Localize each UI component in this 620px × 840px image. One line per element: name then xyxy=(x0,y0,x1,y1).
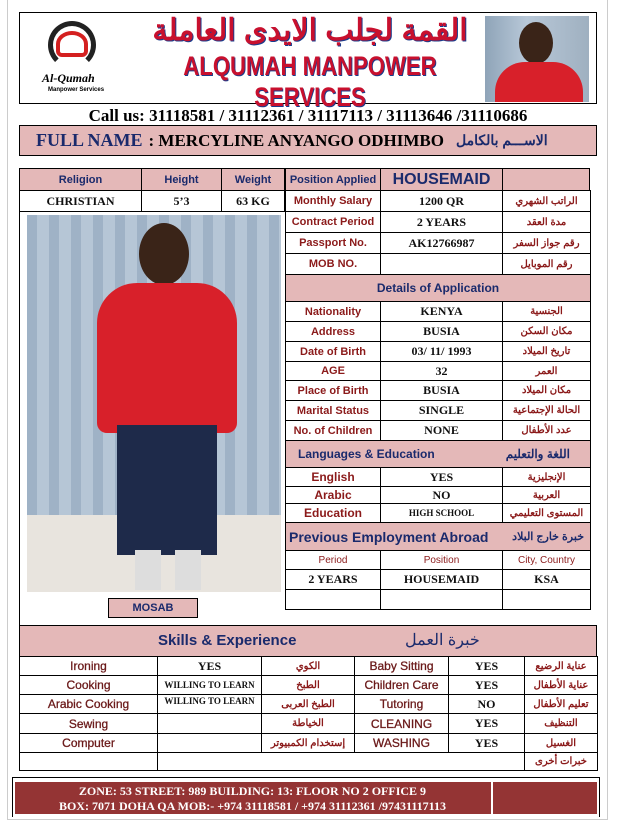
footer-contacts: BOX: 7071 DOHA QA MOB:- +974 31118581 / +974 31112361 /97431117113 xyxy=(58,799,447,813)
row-arabic-label: Arabic xyxy=(285,486,381,504)
full-name-value: : MERCYLINE ANYANGO ODHIMBO xyxy=(148,130,444,150)
height-header: Height xyxy=(141,168,222,191)
skill-cell: عناية الرضيع xyxy=(524,656,598,676)
religion-value: CHRISTIAN xyxy=(19,190,142,212)
row-address-label-ar: مكان السكن xyxy=(502,321,591,342)
row-mob-no--label-ar: رقم الموبايل xyxy=(502,253,591,275)
skill-cell: NO xyxy=(448,694,525,714)
row-english-label-ar: الإنجليزية xyxy=(502,467,591,487)
skill-cell: Arabic Cooking xyxy=(19,694,158,714)
skill-cell: WASHING xyxy=(354,733,449,753)
employment-title: Previous Employment Abroad xyxy=(289,528,489,545)
row-education-label-ar: المستوى التعليمي xyxy=(502,503,591,523)
employment-cell: HOUSEMAID xyxy=(380,569,503,590)
position-applied-value: HOUSEMAID xyxy=(380,168,503,191)
row-marital-status-label: Marital Status xyxy=(285,400,381,421)
row-age-label-ar: العمر xyxy=(502,361,591,381)
row-age-label: AGE xyxy=(285,361,381,381)
row-no-of-children-value: NONE xyxy=(380,420,503,441)
row-passport-no--label-ar: رقم جواز السفر xyxy=(502,232,591,254)
row-mob-no--value xyxy=(380,253,503,275)
religion-header: Religion xyxy=(19,168,142,191)
skill-cell: الكوي xyxy=(261,656,355,676)
company-title-arabic: القمة لجلب الايدى العاملة xyxy=(152,14,468,47)
row-place-of-birth-label: Place of Birth xyxy=(285,380,381,401)
skill-cell: عناية الأطفال xyxy=(524,675,598,695)
skill-cell: YES xyxy=(448,656,525,676)
row-date-of-birth-label: Date of Birth xyxy=(285,341,381,362)
skill-cell: تعليم الأطفال xyxy=(524,694,598,714)
details-of-application-header: Details of Application xyxy=(285,274,591,302)
row-contract-period-value: 2 YEARS xyxy=(380,211,503,233)
row-education-label: Education xyxy=(285,503,381,523)
skill-cell: YES xyxy=(448,733,525,753)
skill-cell: الغسيل xyxy=(524,733,598,753)
employment-col-header: Position xyxy=(380,550,503,570)
row-age-value: 32 xyxy=(380,361,503,381)
skill-cell: Ironing xyxy=(19,656,158,676)
row-passport-no--value: AK12766987 xyxy=(380,232,503,254)
letterhead xyxy=(19,12,597,112)
skill-cell: Children Care xyxy=(354,675,449,695)
full-name-label-ar: الاســـم بالكامل xyxy=(456,132,548,148)
skill-cell: الخياطة xyxy=(261,713,355,734)
skill-cell xyxy=(157,733,262,753)
employment-cell xyxy=(380,589,503,610)
footer xyxy=(12,777,600,817)
other-skills-blank xyxy=(19,752,158,771)
row-nationality-label: Nationality xyxy=(285,301,381,322)
skill-cell: إستخدام الكمبيوتر xyxy=(261,733,355,753)
company-logo: Al-Qumah Manpower Services xyxy=(38,21,108,97)
weight-header: Weight xyxy=(221,168,285,191)
skill-cell: Sewing xyxy=(19,713,158,734)
row-contract-period-label-ar: مدة العقد xyxy=(502,211,591,233)
row-date-of-birth-value: 03/ 11/ 1993 xyxy=(380,341,503,362)
height-value: 5’3 xyxy=(141,190,222,212)
languages-title: Languages & Education xyxy=(298,447,435,461)
skill-cell: Cooking xyxy=(19,675,158,695)
weight-value: 63 KG xyxy=(221,190,285,212)
row-english-value: YES xyxy=(380,467,503,487)
row-address-label: Address xyxy=(285,321,381,342)
position-applied-blank xyxy=(502,168,590,191)
left-border xyxy=(19,211,20,625)
row-address-value: BUSIA xyxy=(380,321,503,342)
employment-cell xyxy=(285,589,381,610)
photo-caption: MOSAB xyxy=(108,598,198,618)
row-date-of-birth-label-ar: تاريخ الميلاد xyxy=(502,341,591,362)
call-us: Call us: 31118581 / 31112361 / 31117113 / 31113646 /31110686 xyxy=(88,106,528,125)
skill-cell: YES xyxy=(448,713,525,734)
position-applied-label: Position Applied xyxy=(285,168,381,191)
previous-employment-header xyxy=(285,522,591,551)
row-arabic-value: NO xyxy=(380,486,503,504)
skill-cell xyxy=(157,713,262,734)
row-education-value: HIGH SCHOOL xyxy=(380,503,503,523)
employment-title-ar: خبرة خارج البلاد xyxy=(512,531,584,543)
skill-cell: Baby Sitting xyxy=(354,656,449,676)
employment-cell xyxy=(502,589,591,610)
skill-cell: الطبخ العربى xyxy=(261,694,355,714)
row-place-of-birth-value: BUSIA xyxy=(380,380,503,401)
row-marital-status-value: SINGLE xyxy=(380,400,503,421)
other-skills-value xyxy=(157,752,525,771)
other-skills-label-ar: خبرات أخرى xyxy=(524,752,598,771)
languages-header xyxy=(285,440,591,468)
skill-cell: YES xyxy=(448,675,525,695)
employment-col-header: Period xyxy=(285,550,381,570)
skills-title-ar: خبرة العمل xyxy=(405,632,480,649)
row-no-of-children-label: No. of Children xyxy=(285,420,381,441)
row-nationality-value: KENYA xyxy=(380,301,503,322)
row-english-label: English xyxy=(285,467,381,487)
skill-cell: Tutoring xyxy=(354,694,449,714)
full-name-label: FULL NAME xyxy=(36,130,143,150)
row-monthly-salary-label-ar: الراتب الشهري xyxy=(502,190,591,212)
languages-title-ar: اللغة والتعليم xyxy=(505,447,570,461)
header-photo xyxy=(485,16,589,102)
company-title: ALQUMAH MANPOWER SERVICES xyxy=(183,51,437,112)
skill-cell: CLEANING xyxy=(354,713,449,734)
row-passport-no--label: Passport No. xyxy=(285,232,381,254)
row-contract-period-label: Contract Period xyxy=(285,211,381,233)
skills-header xyxy=(19,625,597,657)
row-no-of-children-label-ar: عدد الأطفال xyxy=(502,420,591,441)
employment-cell: 2 YEARS xyxy=(285,569,381,590)
employment-cell: KSA xyxy=(502,569,591,590)
skill-cell: WILLING TO LEARN xyxy=(157,694,262,714)
full-name-bar xyxy=(19,125,597,156)
skill-cell: YES xyxy=(157,656,262,676)
skill-cell: Computer xyxy=(19,733,158,753)
row-place-of-birth-label-ar: مكان الميلاد xyxy=(502,380,591,401)
row-monthly-salary-value: 1200 QR xyxy=(380,190,503,212)
skills-title: Skills & Experience xyxy=(158,632,297,649)
row-nationality-label-ar: الجنسية xyxy=(502,301,591,322)
skill-cell: الطبخ xyxy=(261,675,355,695)
row-arabic-label-ar: العربية xyxy=(502,486,591,504)
employment-col-header: City, Country xyxy=(502,550,591,570)
row-marital-status-label-ar: الحالة الإجتماعية xyxy=(502,400,591,421)
footer-address: ZONE: 53 STREET: 989 BUILDING: 13: FLOOR NO 2 OFFICE 9 xyxy=(78,784,427,798)
full-body-photo xyxy=(27,215,281,592)
row-monthly-salary-label: Monthly Salary xyxy=(285,190,381,212)
row-mob-no--label: MOB NO. xyxy=(285,253,381,275)
skill-cell: WILLING TO LEARN xyxy=(157,675,262,695)
skill-cell: التنظيف xyxy=(524,713,598,734)
